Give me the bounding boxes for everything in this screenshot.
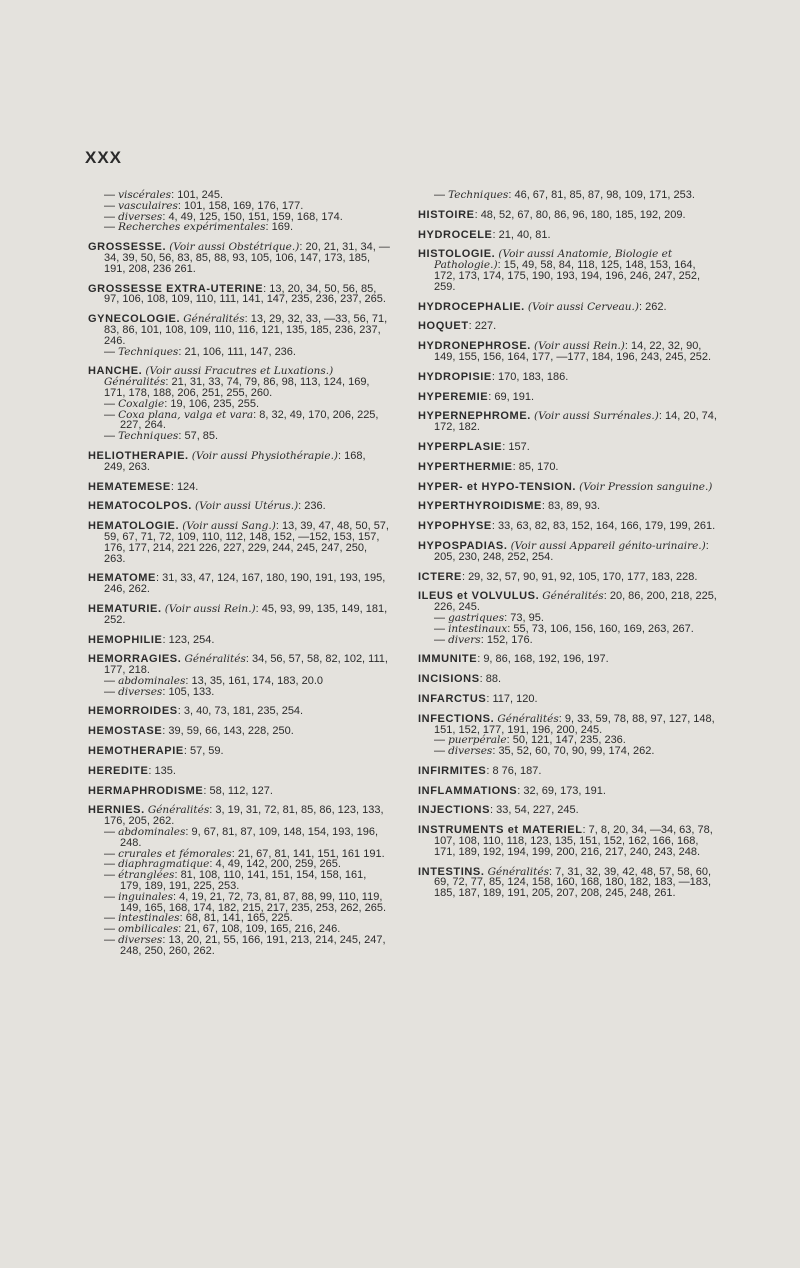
entry-refs: 117, 120. (492, 692, 538, 705)
index-entry: HYPEREMIE: 69, 191. (418, 390, 535, 403)
entry-refs: 29, 32, 57, 90, 91, 92, 105, 170, 177, 183, 228. (468, 570, 698, 583)
index-entry: HYPERNEPHROME. (Voir aussi Surrénales.): 14, 20, 74, 172, 182. (418, 410, 717, 434)
entry-heading: HYPOSPADIAS. (418, 539, 508, 552)
sub-entry-refs: 4, 19, 21, 72, 73, 81, 87, 88, 99, 110, 119, 149, 165, 168, 174, 182, 215, 217, 235, 253, 262, 265. (120, 890, 387, 914)
entry-refs: 227. (474, 320, 497, 333)
index-entry: HYDROPISIE: 170, 183, 186. (418, 370, 569, 383)
index-entry: HEMATEMESE: 124. (88, 480, 199, 493)
entry-heading: HEMATOCOLPOS. (88, 500, 192, 513)
sub-entry-refs: 21, 67, 108, 109, 165, 216, 246. (184, 923, 341, 936)
entry-refs: 48, 52, 67, 80, 86, 96, 180, 185, 192, 209. (480, 208, 686, 221)
index-entry: INFARCTUS: 117, 120. (418, 692, 538, 705)
sub-entry: — diverses: 105, 133. (104, 685, 215, 698)
entry-refs: 262. (645, 300, 667, 313)
entry-heading: IMMUNITE (418, 653, 478, 666)
sub-entry-refs: 101, 158, 169, 176, 177. (184, 199, 304, 212)
sub-entry: — viscérales: 101, 245. (104, 189, 224, 201)
sub-entry: — crurales et fémorales: 21, 67, 81, 141, 151, 161 191. (104, 847, 385, 860)
entry-refs: 31, 33, 47, 124, 167, 180, 190, 191, 193, 195, 246, 262. (104, 572, 386, 596)
index-entry: HYDROCEPHALIE. (Voir aussi Cerveau.): 262. (418, 300, 667, 313)
entry-note: (Voir aussi Surrénales.) (533, 410, 659, 423)
right-column (418, 190, 718, 908)
entry-note: (Voir aussi Utérus.) (195, 500, 299, 513)
sub-entry: — intestinales: 68, 81, 141, 165, 225. (104, 912, 293, 925)
sub-entry-refs: 55, 73, 106, 156, 160, 169, 263, 267. (513, 622, 694, 635)
entry-refs: 7, 8, 20, 34, —34, 63, 78, 107, 108, 110, 118, 123, 135, 151, 152, 162, 166, 168, 171, 189, 192, 194, 199, 200, 216, 217, 240, 243, 248. (434, 824, 713, 858)
entry-note: Généralités (542, 590, 604, 603)
entry-heading: HYPERNEPHROME. (418, 410, 531, 423)
index-entry (88, 190, 390, 233)
entry-refs: 170, 183, 186. (497, 370, 569, 383)
entry-refs: 9, 33, 59, 78, 88, 97, 127, 148, 151, 152, 177, 191, 196, 200, 245. (434, 712, 715, 736)
entry-refs: 13, 29, 32, 33, —33, 56, 71, 83, 86, 101, 108, 109, 110, 116, 121, 135, 185, 236, 237, 246. (104, 313, 388, 347)
sub-entry-refs: 13, 35, 161, 174, 183, 20.0 (191, 674, 324, 687)
entry-refs: 124. (176, 480, 199, 493)
sub-entry: — gastriques: 73, 95. (434, 611, 544, 624)
entry-refs: 3, 40, 73, 181, 235, 254. (183, 705, 304, 718)
entry-refs: 39, 59, 66, 143, 228, 250. (168, 725, 294, 738)
sub-entry-refs: 21, 106, 111, 147, 236. (184, 345, 296, 358)
entry-refs: 33, 63, 82, 83, 152, 164, 166, 179, 199, 261. (498, 520, 716, 533)
entry-heading: HYDRONEPHROSE. (418, 340, 531, 353)
entry-refs: 123, 254. (168, 633, 215, 646)
sub-entry-label: Techniques (118, 345, 179, 358)
entry-refs: 3, 19, 31, 72, 81, 85, 86, 123, 133, 176, 205, 262. (104, 804, 384, 828)
entry-heading: INFECTIONS. (418, 712, 495, 725)
entry-refs: 15, 49, 58, 84, 118, 125, 148, 153, 164, 172, 173, 174, 175, 190, 193, 194, 196, 246, 247, 252, 259. (434, 259, 701, 293)
sub-entry-refs: 13, 20, 21, 55, 166, 191, 213, 214, 245, 247, 248, 250, 260, 262. (120, 934, 386, 957)
sub-entry-refs: 81, 108, 110, 141, 151, 154, 158, 161, 179, 189, 191, 225, 253. (120, 869, 367, 893)
index-entry: HYDRONEPHROSE. (Voir aussi Rein.): 14, 22, 32, 90, 149, 155, 156, 164, 177, —177, 184, 196, 243, 245, 252. (418, 340, 712, 363)
entry-note: Généralités (184, 653, 246, 666)
entry-note: (Voir aussi Sang.) (182, 520, 276, 533)
sub-entry-label: diverses (448, 745, 493, 758)
sub-entry: — ombilicales: 21, 67, 108, 109, 165, 216, 246. (104, 923, 341, 936)
index-entry: INJECTIONS: 33, 54, 227, 245. (418, 804, 579, 817)
entry-heading: HISTOIRE (418, 208, 475, 221)
entry-note: (Voir aussi Rein.) (533, 340, 625, 353)
sub-entry: — divers: 152, 176. (434, 633, 533, 646)
index-entry: IMMUNITE: 9, 86, 168, 192, 196, 197. (418, 653, 609, 666)
index-entry: ICTERE: 29, 32, 57, 90, 91, 92, 105, 170, 177, 183, 228. (418, 570, 698, 583)
entry-heading: HERNIES. (88, 804, 145, 817)
entry-refs: 83, 89, 93. (548, 500, 601, 513)
index-entry: INFECTIONS. Généralités: 9, 33, 59, 78, 88, 97, 127, 148, 151, 152, 177, 191, 196, 200, 245. — puerpérale: 50, 121, 147, 235, 236. — diverses: 35, 52, 60, 70, 90, 99, 174, 262. (418, 714, 718, 757)
index-entry: HEMATOCOLPOS. (Voir aussi Utérus.): 236. (88, 500, 326, 513)
index-entry: HISTOIRE: 48, 52, 67, 80, 86, 96, 180, 185, 192, 209. (418, 208, 686, 221)
entry-heading: HYPER- et HYPO-TENSION. (418, 480, 577, 493)
index-entry: HEMOSTASE: 39, 59, 66, 143, 228, 250. (88, 725, 294, 738)
entry-heading: HYDROCEPHALIE. (418, 300, 525, 313)
index-entry: HYPOPHYSE: 33, 63, 82, 83, 152, 164, 166, 179, 199, 261. (418, 520, 716, 533)
sub-entry: — diverses: 35, 52, 60, 70, 90, 99, 174, 262. (434, 745, 655, 758)
sub-entry-label: divers (448, 633, 481, 646)
sub-entry: — Techniques: 46, 67, 81, 85, 87, 98, 109, 171, 253. (434, 189, 695, 201)
index-entry: HERMAPHRODISME: 58, 112, 127. (88, 784, 273, 797)
entry-heading: INCISIONS (418, 673, 480, 686)
entry-heading: HEMATOME (88, 572, 156, 585)
entry-refs: 168, 249, 263. (104, 449, 366, 473)
entry-refs: 20, 21, 31, 34, —34, 39, 50, 56, 83, 85, 88, 93, 105, 106, 147, 173, 185, 191, 208, 236 261. (104, 241, 390, 275)
index-entry: HANCHE. (Voir aussi Fracutres et Luxations.) Généralités: 21, 31, 33, 74, 79, 86, 98, 113, 124, 169, 171, 178, 188, 206, 251, 255, 260. — Coxalgie: 19, 106, 235, 255. — Coxa plana, valga et vara: 8, 32, 49, 170, 206, 225, 227, 264. — Techniques: 57, 85. (88, 366, 390, 442)
entry-heading: ICTERE (418, 570, 462, 583)
sub-entry-refs: 101, 245. (177, 189, 224, 201)
sub-entry-refs: 46, 67, 81, 85, 87, 98, 109, 171, 253. (514, 189, 695, 201)
entry-refs: 135. (154, 764, 176, 777)
entry-heading: HEMATOLOGIE. (88, 520, 180, 533)
sub-entry-refs: 57, 85. (184, 430, 219, 443)
sub-entry-label: puerpérale (448, 734, 507, 747)
sub-entry-label: diverses (118, 685, 163, 698)
sub-entry: — abdominales: 13, 35, 161, 174, 183, 20.0 (104, 674, 324, 687)
index-entry: GROSSESSE EXTRA-UTERINE: 13, 20, 34, 50, 56, 85, 97, 106, 108, 109, 110, 111, 141, 147, 235, 236, 237, 265. (88, 282, 386, 306)
index-entry: HISTOLOGIE. (Voir aussi Anatomie, Biologie et Pathologie.): 15, 49, 58, 84, 118, 125, 148, 153, 164, 172, 173, 174, 175, 190, 193, 194, 196, 246, 247, 252, 259. (418, 248, 701, 293)
index-entry: GYNECOLOGIE. Généralités: 13, 29, 32, 33, —33, 56, 71, 83, 86, 101, 108, 109, 110, 116, 121, 135, 185, 236, 237, 246. — Techniques: 21, 106, 111, 147, 236. (88, 314, 390, 357)
sub-entry-label: Techniques (448, 189, 509, 201)
sub-entry-label: abdominales (118, 826, 186, 839)
index-entry: INTESTINS. Généralités: 7, 31, 32, 39, 42, 48, 57, 58, 60, 69, 72, 77, 85, 124, 158, 160, 168, 180, 182, 183, —183, 185, 187, 189, 191, 205, 207, 208, 245, 248, 261. (418, 865, 712, 900)
entry-refs: 45, 93, 99, 135, 149, 181, 252. (104, 602, 388, 626)
sub-entry-refs: 35, 52, 60, 70, 90, 99, 174, 262. (498, 745, 655, 758)
entry-refs: 157. (508, 440, 530, 453)
entry-note: Généralités (487, 865, 549, 878)
page-number: XXX (85, 148, 123, 167)
sub-entry-label: abdominales (118, 674, 186, 687)
index-entry: INFIRMITES: 8 76, 187. (418, 764, 542, 777)
entry-heading: INFIRMITES (418, 764, 487, 777)
sub-entry-label: intestinaux (448, 622, 508, 635)
sub-entry-refs: 169. (271, 221, 294, 234)
entry-refs: 85, 170. (518, 460, 559, 473)
entry-heading: HEMORROIDES (88, 705, 178, 718)
entry-note: Généralités (147, 804, 210, 817)
entry-heading: HYPERTHYROIDISME (418, 500, 542, 513)
entry-heading: INFLAMMATIONS (418, 784, 518, 797)
sub-entry-refs: 105, 133. (168, 685, 215, 698)
sub-entry-label: diaphragmatique (118, 858, 210, 871)
entry-note: (Voir aussi Rein.) (164, 602, 256, 615)
entry-refs: 58, 112, 127. (209, 784, 273, 797)
entry-note: Généralités (183, 313, 245, 326)
entry-refs: 9, 86, 168, 192, 196, 197. (483, 653, 609, 666)
sub-entry: — inguinales: 4, 19, 21, 72, 73, 81, 87, 88, 99, 110, 119, 149, 165, 168, 174, 182, 215, 217, 235, 253, 262, 265. (104, 890, 387, 914)
entry-heading: HYPEREMIE (418, 390, 489, 403)
entry-note: (Voir aussi Appareil génito-urinaire.) (510, 539, 706, 552)
sub-entry-refs: 4, 49, 142, 200, 259, 265. (215, 858, 341, 871)
entry-refs: 57, 59. (189, 745, 224, 758)
entry-heading: HYPERPLASIE (418, 440, 503, 453)
left-column (88, 190, 390, 966)
index-entry: HEMORROIDES: 3, 40, 73, 181, 235, 254. (88, 705, 304, 718)
sub-entry-refs: 4, 49, 125, 150, 151, 159, 168, 174. (168, 210, 343, 223)
entry-refs: 7, 31, 32, 39, 42, 48, 57, 58, 60, 69, 72, 77, 85, 124, 158, 160, 168, 180, 182, 183, —183, 185, 187, 189, 191, 205, 207, 208, 245, 248, 261. (434, 865, 712, 900)
entry-refs: 33, 54, 227, 245. (496, 804, 579, 817)
index-entry: HYDROCELE: 21, 40, 81. (418, 228, 551, 241)
sub-entry-label: viscérales (118, 189, 172, 201)
entry-refs: 13, 39, 47, 48, 50, 57, 59, 67, 71, 72, 109, 110, 112, 148, 152, —152, 153, 157, 176, 177, 214, 221 226, 227, 229, 244, 245, 247, 250, 263. (104, 520, 389, 565)
sub-entry-label: diverses (118, 934, 163, 947)
sub-entry: — abdominales: 9, 67, 81, 87, 109, 148, 154, 193, 196, 248. (104, 826, 379, 849)
entry-heading: INFARCTUS (418, 692, 487, 705)
index-entry: HOQUET: 227. (418, 320, 497, 333)
entry-heading: HELIOTHERAPIE. (88, 449, 189, 462)
sub-entry: — Techniques: 21, 106, 111, 147, 236. (104, 345, 296, 358)
entry-heading: ILEUS et VOLVULUS. (418, 590, 540, 603)
sub-entry-label: diverses (118, 210, 163, 223)
entry-note: (Voir aussi Physiothérapie.) (191, 449, 339, 462)
entry-heading: GYNECOLOGIE. (88, 313, 181, 326)
sub-entry-label: étranglées (118, 869, 175, 882)
entry-refs: 8 76, 187. (492, 764, 542, 777)
entry-heading: HYDROCELE (418, 228, 493, 241)
entry-heading: HEMATEMESE (88, 480, 171, 493)
index-entry: HYPERTHERMIE: 85, 170. (418, 460, 559, 473)
entry-heading: GROSSESSE EXTRA-UTERINE (88, 282, 264, 295)
entry-heading: HEREDITE (88, 764, 149, 777)
entry-note: (Voir aussi Obstétrique.) (169, 241, 300, 254)
entry-heading: GROSSESSE. (88, 241, 167, 254)
index-entry: INSTRUMENTS et MATERIEL: 7, 8, 20, 34, —34, 63, 78, 107, 108, 110, 118, 123, 135, 151, 152, 162, 166, 168, 171, 189, 192, 194, 199, 200, 216, 217, 240, 243, 248. (418, 824, 713, 858)
index-entry (418, 482, 718, 493)
entry-heading: HYDROPISIE (418, 370, 492, 383)
sub-entry: — étranglées: 81, 108, 110, 141, 151, 154, 158, 161, 179, 189, 191, 225, 253. (104, 869, 367, 893)
sub-entry: — Recherches expérimentales: 169. (104, 221, 294, 234)
entry-heading: HEMOPHILIE (88, 633, 163, 646)
index-entry: HYPOSPADIAS. (Voir aussi Appareil génito-urinaire.): 205, 230, 248, 252, 254. (418, 539, 709, 563)
sub-entry: — Coxalgie: 19, 106, 235, 255. (104, 397, 260, 410)
sub-entry: — intestinaux: 55, 73, 106, 156, 160, 169, 263, 267. (434, 622, 694, 635)
sub-entry: — puerpérale: 50, 121, 147, 235, 236. (434, 734, 626, 747)
sub-entry-refs: 19, 106, 235, 255. (170, 397, 260, 410)
index-entry: HEMOPHILIE: 123, 254. (88, 633, 215, 646)
entry-refs: 236. (304, 500, 326, 513)
sub-entry: — diverses: 13, 20, 21, 55, 166, 191, 213, 214, 245, 247, 248, 250, 260, 262. (104, 934, 386, 957)
entry-refs: 20, 86, 200, 218, 225, 226, 245. (434, 590, 717, 614)
sub-entry: — Coxa plana, valga et vara: 8, 32, 49, 170, 206, 225, 227, 264. (104, 408, 379, 432)
entry-heading: HOQUET (418, 320, 469, 333)
entry-heading: HEMOSTASE (88, 725, 163, 738)
entry-note: Généralités (497, 712, 559, 725)
entry-heading: HEMORRAGIES. (88, 653, 182, 666)
sub-entry-label: gastriques (448, 611, 505, 624)
sub-entry-label: crurales et fémorales (118, 847, 232, 860)
sub-entry-refs: 152, 176. (486, 633, 533, 646)
entry-note: (Voir Pression sanguine.) (579, 480, 713, 493)
sub-entry-refs: 68, 81, 141, 165, 225. (185, 912, 293, 925)
sub-entry-refs: 50, 121, 147, 235, 236. (512, 734, 626, 747)
sub-entry-refs: 8, 32, 49, 170, 206, 225, 227, 264. (120, 408, 379, 432)
sub-entry-label: intestinales (118, 912, 180, 925)
sub-entry: — vasculaires: 101, 158, 169, 176, 177. (104, 199, 304, 212)
sub-entry-refs: 73, 95. (510, 611, 544, 624)
entry-refs: 21, 40, 81. (498, 228, 551, 241)
index-entry: HEMOTHERAPIE: 57, 59. (88, 745, 224, 758)
index-entry: HERNIES. Généralités: 3, 19, 31, 72, 81, 85, 86, 123, 133, 176, 205, 262. — abdominales: 9, 67, 81, 87, 109, 148, 154, 193, 196, 248. — crurales et fémorales: 21, 67, 81, 141, 151, 161 191. — diaphragmatique: 4, 49, 142, 200, 259, 265. — étranglées: 81, 108, 110, 141, 151, 154, 158, 161, 179, 189, 191, 225, 253. — inguinales: 4, 19, 21, 72, 73, 81, 87, 88, 99, 110, 119, 149, 165, 168, 174, 182, 215, 217, 235, 253, 262, 265. — intestinales: 68, 81, 141, 165, 225. — ombilicales: 21, 67, 108, 109, 165, 216, 246. — diverses: 13, 20, 21, 55, 166, 191, 213, 214, 245, 247, 248, 250, 260, 262. (88, 805, 390, 956)
entry-refs: 34, 56, 57, 58, 82, 102, 111, 177, 218. (104, 653, 388, 677)
entry-refs: 205, 230, 248, 252, 254. (434, 550, 554, 563)
index-entry: HEMORRAGIES. Généralités: 34, 56, 57, 58, 82, 102, 111, 177, 218. — abdominales: 13, 35, 161, 174, 183, 20.0 — diverses: 105, 133. (88, 654, 390, 697)
index-entry: HYPERPLASIE: 157. (418, 440, 530, 453)
index-entry: GROSSESSE. (Voir aussi Obstétrique.): 20, 21, 31, 34, —34, 39, 50, 56, 83, 85, 88, 93, 105, 106, 147, 173, 185, 191, 208, 236 261. (88, 241, 390, 275)
entry-refs: 13, 20, 34, 50, 56, 85, 97, 106, 108, 109, 110, 111, 141, 147, 235, 236, 237, 265. (104, 282, 386, 306)
index-entry: HYPERTHYROIDISME: 83, 89, 93. (418, 500, 601, 513)
entry-note: (Voir aussi Anatomie, Biologie et Pathologie.) (434, 248, 673, 272)
entry-heading: HYPERTHERMIE (418, 460, 513, 473)
index-entry: HEMATURIE. (Voir aussi Rein.): 45, 93, 99, 135, 149, 181, 252. (88, 602, 388, 626)
sub-entry-refs: 21, 67, 81, 141, 151, 161 191. (237, 847, 385, 860)
entry-note: (Voir aussi Cerveau.) (527, 300, 639, 313)
entry-heading: INSTRUMENTS et MATERIEL (418, 824, 583, 837)
entry-refs: 14, 20, 74, 172, 182. (434, 410, 717, 434)
sub-entry-label: Recherches expérimentales (118, 221, 266, 234)
entry-refs: 32, 69, 173, 191. (523, 784, 606, 797)
entry-refs: 14, 22, 32, 90, 149, 155, 156, 164, 177, —177, 184, 196, 243, 245, 252. (434, 340, 712, 363)
index-entry: HEMATOME: 31, 33, 47, 124, 167, 180, 190, 191, 193, 195, 246, 262. (88, 572, 386, 596)
entry-heading: INJECTIONS (418, 804, 491, 817)
entry-refs: 69, 191. (494, 390, 535, 403)
index-entry (418, 190, 718, 201)
entry-refs: 21, 31, 33, 74, 79, 86, 98, 113, 124, 169, 171, 178, 188, 206, 251, 255, 260. (104, 376, 370, 399)
entry-heading: HISTOLOGIE. (418, 248, 496, 261)
sub-entry-label: Techniques (118, 430, 179, 443)
sub-entry-label: Coxa plana, valga et vara (118, 408, 254, 421)
entry-heading: HERMAPHRODISME (88, 784, 204, 797)
index-entry: HELIOTHERAPIE. (Voir aussi Physiothérapie.): 168, 249, 263. (88, 449, 366, 473)
entry-heading: HYPOPHYSE (418, 520, 492, 533)
sub-entry-label: ombilicales (118, 923, 179, 936)
sub-entry: — diverses: 4, 49, 125, 150, 151, 159, 168, 174. (104, 210, 343, 223)
index-entry: HEMATOLOGIE. (Voir aussi Sang.): 13, 39, 47, 48, 50, 57, 59, 67, 71, 72, 109, 110, 112, 148, 152, —152, 153, 157, 176, 177, 214, 221 226, 227, 229, 244, 245, 247, 250, 263. (88, 520, 389, 565)
sub-entry-refs: 9, 67, 81, 87, 109, 148, 154, 193, 196, 248. (120, 826, 379, 849)
entry-heading: HEMOTHERAPIE (88, 745, 184, 758)
index-entry: INCISIONS: 88. (418, 673, 502, 686)
sub-entry-label: inguinales (118, 890, 174, 903)
entry-heading: HEMATURIE. (88, 602, 162, 615)
entry-note: (Voir aussi Fracutres et Luxations.) Généralités (104, 365, 334, 389)
sub-entry: — Techniques: 57, 85. (104, 430, 219, 443)
sub-entry-label: vasculaires (118, 199, 178, 212)
index-entry: INFLAMMATIONS: 32, 69, 173, 191. (418, 784, 606, 797)
entry-heading: HANCHE. (88, 365, 143, 378)
index-entry: ILEUS et VOLVULUS. Généralités: 20, 86, 200, 218, 225, 226, 245. — gastriques: 73, 95. — intestinaux: 55, 73, 106, 156, 160, 169, 263, 267. — divers: 152, 176. (418, 590, 717, 646)
index-entry: HEREDITE: 135. (88, 764, 176, 777)
sub-entry-label: Coxalgie (118, 397, 165, 410)
entry-refs: 88. (485, 673, 502, 686)
entry-heading: INTESTINS. (418, 865, 485, 878)
sub-entry: — diaphragmatique: 4, 49, 142, 200, 259, 265. (104, 858, 341, 871)
